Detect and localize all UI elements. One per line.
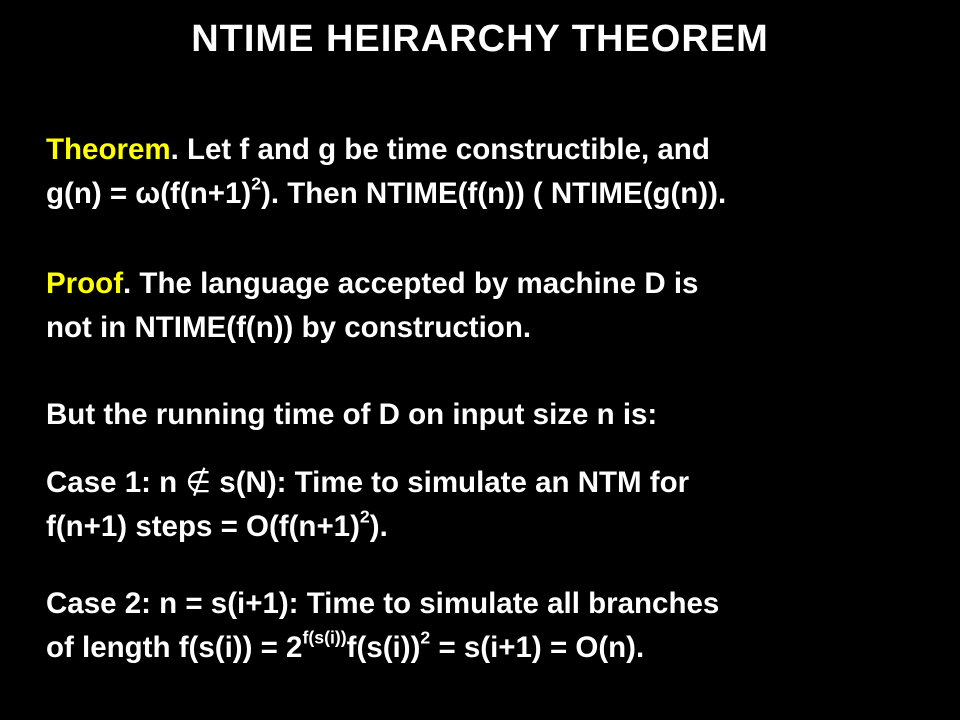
case-1-line-1 [46,461,689,505]
proof-line-2: not in NTIME(f(n)) by construction. [46,311,532,344]
case-2-line-2-c: = s(i+1) = O(n). [430,631,645,664]
case-2-paragraph [46,582,719,670]
slide-title: NTIME HEIRARCHY THEOREM [191,18,769,60]
proof-line-1-text: . The language accepted by machine D is [123,267,699,300]
theorem-line-2-b: ). Then NTIME(f(n)) [261,177,525,210]
theorem-exponent: 2 [251,173,262,194]
case-1-exponent: 2 [359,506,370,527]
case-2-power-exponent: f(s(i)) [302,627,347,648]
theorem-label: Theorem [46,133,171,166]
theorem-line-2 [46,172,726,216]
case-2-line-2-a: of length f(s(i)) = 2 [46,631,303,664]
case-2-line-2-b: f(s(i)) [346,631,421,664]
theorem-line-1-text: . Let f and g be time constructible, and [170,133,710,166]
theorem-line-1 [46,128,726,172]
theorem-line-2-c: ( NTIME(g(n)). [532,177,727,210]
theorem-paragraph [46,128,726,216]
case-2-line-1: Case 2: n = s(i+1): Time to simulate all branches [46,587,720,620]
case-1-line-1-a: Case 1: n [46,466,178,499]
proof-paragraph [46,262,698,350]
theorem-line-2-a: g(n) = ω(f(n+1) [46,177,252,210]
case-2-square-exponent: 2 [420,627,431,648]
case-2-line-2 [46,626,719,670]
proof-line-1 [46,262,698,306]
case-1-line-2-a: f(n+1) steps = O(f(n+1) [46,510,360,543]
case-1-paragraph [46,461,689,549]
proof-label: Proof [46,267,124,300]
case-1-line-1-b: s(N): Time to simulate an NTM for [219,466,690,499]
running-time-line: But the running time of D on input size n is: [46,398,658,431]
case-1-line-2-b: ). [369,510,388,543]
not-element-symbol: ∉ [185,466,212,499]
case-1-line-2 [46,505,689,549]
